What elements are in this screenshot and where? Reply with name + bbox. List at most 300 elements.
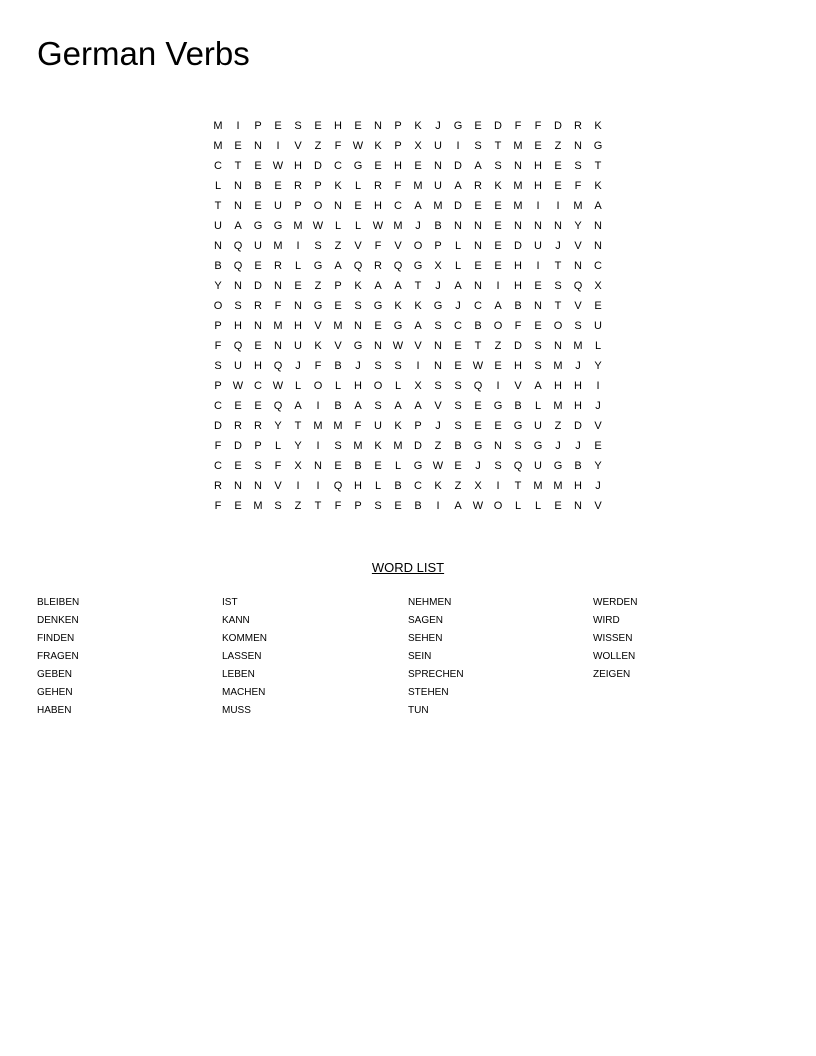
grid-row	[208, 276, 608, 296]
grid-letter: S	[374, 400, 382, 412]
grid-letter: G	[393, 320, 403, 332]
grid-letter: Y	[274, 420, 282, 432]
grid-letter: C	[594, 260, 602, 272]
word-list-item: MACHEN	[222, 687, 266, 698]
grid-row	[208, 396, 608, 416]
grid-letter: Q	[233, 340, 243, 352]
grid-letter: N	[434, 360, 442, 372]
grid-letter: T	[554, 260, 562, 272]
grid-letter: J	[435, 120, 441, 132]
grid-letter: S	[454, 380, 462, 392]
grid-letter: I	[536, 260, 540, 272]
grid-letter: W	[352, 140, 364, 152]
grid-letter: C	[254, 380, 262, 392]
grid-letter: I	[436, 500, 440, 512]
grid-letter: M	[513, 140, 523, 152]
grid-letter: S	[274, 500, 282, 512]
word-list-column-3	[408, 594, 464, 720]
grid-letter: U	[234, 360, 242, 372]
grid-letter: E	[254, 200, 262, 212]
grid-letter: I	[536, 200, 540, 212]
grid-letter: K	[374, 140, 382, 152]
grid-letter: H	[554, 380, 562, 392]
grid-letter: M	[573, 200, 583, 212]
grid-letter: H	[294, 160, 302, 172]
grid-letter: Y	[294, 440, 302, 452]
grid-letter: L	[454, 240, 462, 252]
grid-letter: A	[454, 280, 462, 292]
grid-letter: E	[454, 340, 462, 352]
grid-letter: F	[334, 500, 342, 512]
grid-letter: E	[474, 120, 482, 132]
grid-letter: R	[374, 180, 382, 192]
grid-letter: I	[316, 480, 320, 492]
grid-letter: J	[555, 240, 561, 252]
grid-letter: M	[213, 140, 223, 152]
word-list-column-1	[37, 594, 79, 720]
grid-letter: A	[414, 320, 422, 332]
grid-letter: A	[234, 220, 242, 232]
word-list-item: WIRD	[593, 615, 620, 626]
grid-letter: C	[454, 320, 462, 332]
grid-letter: B	[414, 500, 422, 512]
grid-letter: V	[314, 320, 322, 332]
grid-letter: P	[354, 500, 362, 512]
word-list-item: BLEIBEN	[37, 597, 80, 608]
grid-letter: T	[294, 420, 302, 432]
grid-letter: N	[534, 220, 542, 232]
grid-row	[208, 496, 608, 516]
grid-letter: Y	[214, 280, 222, 292]
grid-letter: K	[354, 280, 362, 292]
grid-letter: A	[294, 400, 302, 412]
grid-letter: Q	[473, 380, 483, 392]
grid-letter: D	[554, 120, 562, 132]
grid-row	[208, 376, 608, 396]
grid-letter: P	[394, 140, 402, 152]
word-list-item: TUN	[408, 705, 429, 716]
grid-letter: L	[514, 500, 522, 512]
grid-letter: K	[374, 440, 382, 452]
grid-letter: P	[214, 320, 222, 332]
grid-letter: U	[594, 320, 602, 332]
grid-letter: Z	[554, 420, 562, 432]
grid-letter: W	[472, 500, 484, 512]
grid-letter: C	[214, 160, 222, 172]
grid-row	[208, 176, 608, 196]
grid-letter: I	[296, 480, 300, 492]
grid-letter: O	[413, 240, 423, 252]
grid-letter: K	[314, 340, 322, 352]
grid-letter: K	[594, 120, 602, 132]
grid-letter: Z	[334, 240, 342, 252]
grid-letter: G	[273, 220, 283, 232]
word-list-item: MUSS	[222, 705, 251, 716]
grid-letter: N	[474, 280, 482, 292]
grid-letter: L	[534, 400, 542, 412]
grid-letter: E	[474, 200, 482, 212]
grid-letter: H	[574, 480, 582, 492]
grid-letter: U	[254, 240, 262, 252]
grid-letter: N	[434, 160, 442, 172]
grid-letter: T	[594, 160, 602, 172]
grid-letter: N	[374, 340, 382, 352]
grid-letter: S	[574, 160, 582, 172]
grid-letter: N	[574, 260, 582, 272]
grid-letter: P	[214, 380, 222, 392]
word-list-item: DENKEN	[37, 615, 79, 626]
grid-letter: G	[413, 460, 423, 472]
grid-letter: S	[454, 420, 462, 432]
word-list-item: WISSEN	[593, 633, 633, 644]
grid-letter: O	[493, 500, 503, 512]
grid-letter: E	[394, 500, 402, 512]
grid-letter: I	[296, 240, 300, 252]
grid-letter: G	[253, 220, 263, 232]
grid-letter: G	[533, 440, 543, 452]
grid-letter: H	[574, 400, 582, 412]
grid-letter: M	[413, 180, 423, 192]
grid-letter: U	[374, 420, 382, 432]
grid-letter: V	[274, 480, 282, 492]
grid-letter: N	[574, 140, 582, 152]
grid-letter: Q	[273, 400, 283, 412]
grid-letter: S	[334, 440, 342, 452]
grid-letter: F	[374, 240, 382, 252]
grid-letter: R	[254, 300, 262, 312]
grid-letter: N	[374, 120, 382, 132]
grid-letter: M	[573, 340, 583, 352]
grid-letter: T	[234, 160, 242, 172]
grid-letter: F	[314, 360, 322, 372]
grid-letter: M	[253, 500, 263, 512]
grid-letter: Q	[513, 460, 523, 472]
grid-letter: N	[554, 220, 562, 232]
grid-letter: H	[534, 160, 542, 172]
grid-letter: U	[434, 140, 442, 152]
word-list-item: LASSEN	[222, 651, 262, 662]
grid-row	[208, 216, 608, 236]
grid-letter: M	[313, 420, 323, 432]
grid-letter: N	[334, 200, 342, 212]
grid-letter: N	[234, 200, 242, 212]
grid-letter: J	[595, 400, 601, 412]
grid-letter: U	[534, 460, 542, 472]
grid-letter: N	[294, 300, 302, 312]
grid-letter: D	[314, 160, 322, 172]
grid-letter: Q	[573, 280, 583, 292]
grid-letter: B	[354, 460, 362, 472]
grid-letter: F	[334, 140, 342, 152]
grid-letter: S	[514, 440, 522, 452]
grid-letter: F	[274, 300, 282, 312]
grid-letter: E	[354, 120, 362, 132]
grid-row	[208, 416, 608, 436]
grid-letter: C	[474, 300, 482, 312]
grid-letter: S	[354, 300, 362, 312]
grid-letter: Q	[353, 260, 363, 272]
grid-letter: V	[334, 340, 342, 352]
grid-letter: W	[472, 360, 484, 372]
grid-letter: G	[493, 400, 503, 412]
grid-letter: E	[494, 420, 502, 432]
grid-letter: H	[334, 120, 342, 132]
grid-letter: H	[514, 360, 522, 372]
grid-letter: U	[214, 220, 222, 232]
grid-letter: S	[474, 140, 482, 152]
grid-letter: E	[414, 160, 422, 172]
grid-letter: E	[274, 120, 282, 132]
grid-letter: N	[494, 440, 502, 452]
word-list-item: KOMMEN	[222, 633, 267, 644]
grid-letter: V	[594, 500, 602, 512]
grid-letter: M	[333, 420, 343, 432]
grid-letter: R	[234, 420, 242, 432]
grid-letter: S	[394, 360, 402, 372]
grid-letter: V	[394, 240, 402, 252]
word-list-item: SAGEN	[408, 615, 444, 626]
grid-letter: S	[534, 340, 542, 352]
grid-letter: L	[354, 180, 362, 192]
grid-letter: W	[372, 220, 384, 232]
grid-letter: S	[434, 320, 442, 332]
grid-letter: U	[534, 420, 542, 432]
grid-letter: W	[272, 160, 284, 172]
grid-letter: Z	[314, 280, 322, 292]
grid-letter: H	[374, 200, 382, 212]
grid-letter: M	[553, 480, 563, 492]
grid-letter: T	[514, 480, 522, 492]
grid-letter: S	[534, 360, 542, 372]
grid-letter: D	[494, 120, 502, 132]
grid-letter: A	[454, 180, 462, 192]
grid-letter: B	[434, 220, 442, 232]
grid-row	[208, 436, 608, 456]
grid-letter: K	[334, 180, 342, 192]
grid-letter: C	[394, 200, 402, 212]
word-list-item: ZEIGEN	[593, 669, 631, 680]
grid-letter: E	[374, 460, 382, 472]
grid-letter: W	[432, 460, 444, 472]
grid-letter: D	[454, 160, 462, 172]
grid-letter: R	[274, 260, 282, 272]
grid-letter: E	[374, 320, 382, 332]
grid-letter: J	[595, 480, 601, 492]
grid-letter: E	[454, 460, 462, 472]
grid-letter: S	[294, 120, 302, 132]
grid-letter: Z	[434, 440, 442, 452]
grid-letter: E	[554, 180, 562, 192]
grid-letter: E	[334, 300, 342, 312]
grid-letter: N	[474, 220, 482, 232]
grid-letter: I	[496, 280, 500, 292]
grid-letter: T	[414, 280, 422, 292]
grid-letter: I	[496, 480, 500, 492]
grid-letter: L	[354, 220, 362, 232]
grid-letter: K	[394, 300, 402, 312]
grid-letter: R	[474, 180, 482, 192]
grid-letter: L	[394, 380, 402, 392]
grid-letter: L	[374, 480, 382, 492]
grid-letter: T	[214, 200, 222, 212]
grid-letter: X	[474, 480, 482, 492]
grid-row	[208, 136, 608, 156]
grid-letter: L	[294, 380, 302, 392]
grid-letter: F	[574, 180, 582, 192]
grid-letter: E	[594, 300, 602, 312]
grid-letter: G	[313, 260, 323, 272]
grid-letter: U	[534, 240, 542, 252]
grid-letter: M	[433, 200, 443, 212]
grid-letter: M	[553, 400, 563, 412]
grid-letter: I	[236, 120, 240, 132]
grid-letter: V	[574, 240, 582, 252]
grid-letter: D	[414, 440, 422, 452]
grid-row	[208, 236, 608, 256]
grid-letter: N	[254, 480, 262, 492]
grid-letter: C	[414, 480, 422, 492]
grid-letter: F	[354, 420, 362, 432]
grid-letter: B	[334, 400, 342, 412]
grid-letter: F	[514, 320, 522, 332]
grid-letter: E	[254, 400, 262, 412]
grid-letter: G	[413, 260, 423, 272]
grid-letter: R	[574, 120, 582, 132]
grid-letter: A	[394, 400, 402, 412]
word-list-item: SPRECHEN	[408, 669, 464, 680]
grid-letter: F	[274, 460, 282, 472]
grid-letter: N	[214, 240, 222, 252]
grid-row	[208, 336, 608, 356]
grid-letter: B	[454, 440, 462, 452]
grid-letter: Z	[494, 340, 502, 352]
grid-letter: S	[574, 320, 582, 332]
grid-letter: V	[294, 140, 302, 152]
grid-letter: R	[214, 480, 222, 492]
grid-letter: A	[354, 400, 362, 412]
grid-letter: Z	[454, 480, 462, 492]
word-list-item: GEBEN	[37, 669, 73, 680]
grid-letter: S	[494, 160, 502, 172]
grid-letter: R	[254, 420, 262, 432]
grid-letter: E	[234, 400, 242, 412]
grid-letter: J	[575, 360, 581, 372]
grid-letter: H	[514, 280, 522, 292]
grid-letter: E	[494, 240, 502, 252]
grid-letter: E	[314, 120, 322, 132]
grid-letter: G	[553, 460, 563, 472]
grid-letter: S	[494, 460, 502, 472]
grid-row	[208, 456, 608, 476]
grid-letter: N	[234, 180, 242, 192]
grid-letter: E	[374, 160, 382, 172]
grid-letter: E	[254, 260, 262, 272]
grid-letter: A	[394, 280, 402, 292]
grid-letter: L	[294, 260, 302, 272]
grid-letter: H	[514, 260, 522, 272]
grid-letter: I	[556, 200, 560, 212]
grid-letter: O	[373, 380, 383, 392]
grid-letter: D	[214, 420, 222, 432]
grid-letter: G	[513, 420, 523, 432]
grid-letter: E	[534, 320, 542, 332]
grid-letter: J	[415, 220, 421, 232]
grid-letter: L	[214, 180, 222, 192]
grid-letter: J	[435, 420, 441, 432]
grid-letter: J	[575, 440, 581, 452]
grid-letter: M	[333, 320, 343, 332]
grid-letter: E	[294, 280, 302, 292]
grid-letter: P	[294, 200, 302, 212]
word-list-item: SEHEN	[408, 633, 443, 644]
grid-letter: B	[514, 400, 522, 412]
grid-letter: S	[554, 280, 562, 292]
grid-letter: B	[214, 260, 222, 272]
grid-letter: H	[234, 320, 242, 332]
grid-letter: E	[274, 180, 282, 192]
grid-letter: E	[454, 360, 462, 372]
grid-letter: E	[474, 260, 482, 272]
grid-letter: N	[274, 340, 282, 352]
grid-row	[208, 256, 608, 276]
grid-letter: E	[474, 420, 482, 432]
grid-letter: U	[294, 340, 302, 352]
grid-row	[208, 316, 608, 336]
grid-letter: Q	[233, 240, 243, 252]
grid-letter: M	[513, 200, 523, 212]
word-list-item: FINDEN	[37, 633, 75, 644]
grid-letter: U	[434, 180, 442, 192]
grid-letter: N	[234, 480, 242, 492]
grid-letter: W	[272, 380, 284, 392]
grid-letter: O	[213, 300, 223, 312]
word-list-item: FRAGEN	[37, 651, 79, 662]
grid-letter: E	[474, 400, 482, 412]
grid-letter: N	[254, 140, 262, 152]
grid-letter: N	[314, 460, 322, 472]
grid-letter: N	[354, 320, 362, 332]
grid-letter: N	[254, 320, 262, 332]
grid-letter: C	[334, 160, 342, 172]
grid-letter: E	[354, 200, 362, 212]
grid-letter: I	[276, 140, 280, 152]
grid-letter: L	[594, 340, 602, 352]
grid-letter: M	[533, 480, 543, 492]
grid-letter: F	[214, 340, 222, 352]
grid-letter: V	[434, 400, 442, 412]
grid-letter: O	[553, 320, 563, 332]
grid-letter: E	[494, 220, 502, 232]
grid-letter: B	[574, 460, 582, 472]
grid-letter: N	[234, 280, 242, 292]
grid-letter: M	[273, 240, 283, 252]
grid-letter: H	[394, 160, 402, 172]
grid-letter: X	[294, 460, 302, 472]
grid-letter: L	[274, 440, 282, 452]
grid-letter: E	[254, 160, 262, 172]
grid-letter: X	[414, 380, 422, 392]
word-list-item: KANN	[222, 615, 250, 626]
grid-letter: H	[354, 480, 362, 492]
grid-letter: L	[334, 220, 342, 232]
grid-letter: G	[433, 300, 443, 312]
grid-letter: G	[473, 440, 483, 452]
grid-letter: H	[354, 380, 362, 392]
grid-letter: E	[494, 260, 502, 272]
grid-letter: V	[594, 420, 602, 432]
grid-row	[208, 296, 608, 316]
grid-letter: T	[314, 500, 322, 512]
